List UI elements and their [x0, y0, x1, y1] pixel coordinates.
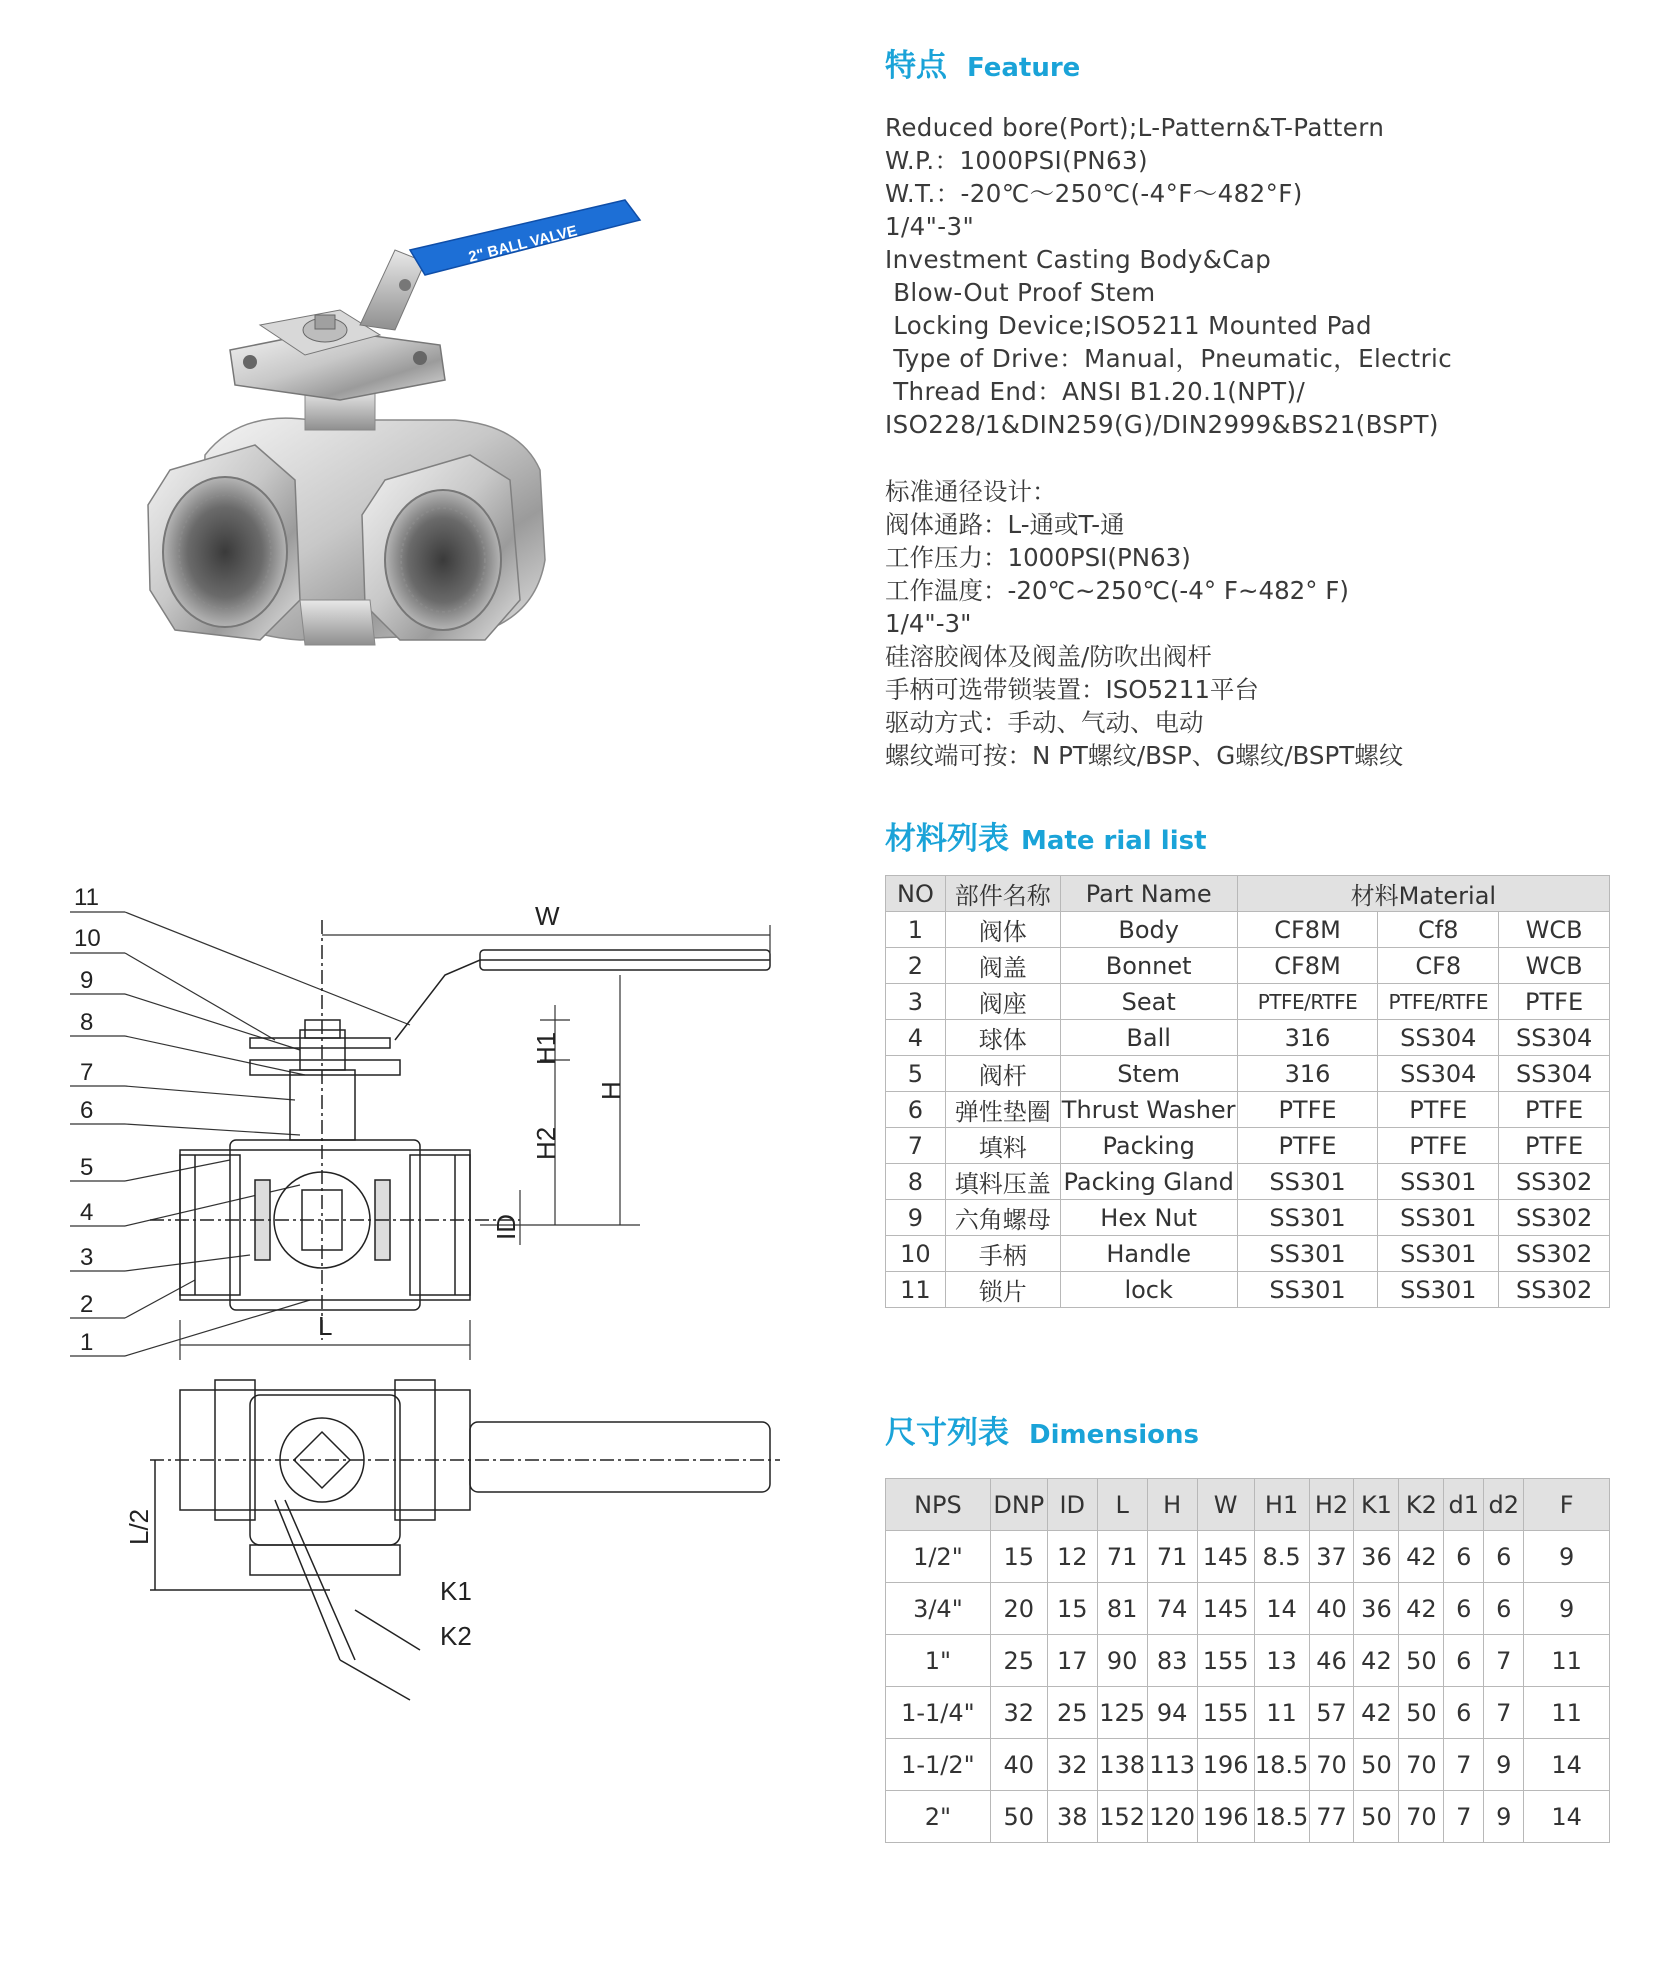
material-cell: Thrust Washer [1060, 1092, 1237, 1128]
material-cell: SS304 [1378, 1020, 1499, 1056]
dimensions-cell: 7 [1484, 1635, 1524, 1687]
feature-line-zh: 螺纹端可按：N PT螺纹/BSP、G螺纹/BSPT螺纹 [885, 741, 1404, 770]
material-header-material: 材料Material [1237, 876, 1609, 912]
material-cell: lock [1060, 1272, 1237, 1308]
material-row [886, 912, 1610, 948]
feature-title-en: Feature [967, 53, 1081, 83]
material-cell: Hex Nut [1060, 1200, 1237, 1236]
material-cell: 锁片 [945, 1272, 1060, 1308]
dimensions-cell: 20 [990, 1583, 1047, 1635]
dimensions-cell: 50 [1399, 1687, 1444, 1739]
feature-line: Type of Drive：Manual，Pneumatic，Electric [885, 344, 1453, 373]
material-cell: PTFE/RTFE [1378, 984, 1499, 1020]
dimensions-header-cell: K2 [1399, 1479, 1444, 1531]
feature-line: W.P.：1000PSI(PN63) [885, 146, 1148, 175]
dimensions-cell: 14 [1524, 1739, 1610, 1791]
material-cell: 手柄 [945, 1236, 1060, 1272]
dimensions-header-cell: d2 [1484, 1479, 1524, 1531]
feature-line-zh: 工作压力：1000PSI(PN63) [885, 543, 1191, 572]
dimensions-cell: 38 [1047, 1791, 1097, 1843]
material-cell: Bonnet [1060, 948, 1237, 984]
material-cell: WCB [1499, 948, 1610, 984]
dimensions-cell: 6 [1444, 1583, 1484, 1635]
dimensions-row [886, 1687, 1610, 1739]
dimensions-cell: 42 [1354, 1687, 1399, 1739]
dimensions-cell: 11 [1524, 1635, 1610, 1687]
feature-line: Reduced bore(Port);L-Pattern&T-Pattern [885, 113, 1385, 142]
dimensions-cell: 145 [1197, 1583, 1254, 1635]
dimensions-title [885, 1407, 1199, 1452]
feature-line: Blow-Out Proof Stem [885, 278, 1156, 307]
material-cell: 阀座 [945, 984, 1060, 1020]
feature-title-zh: 特点 [885, 48, 947, 84]
feature-line-zh: 1/4"-3" [885, 609, 972, 638]
material-cell: SS301 [1237, 1200, 1378, 1236]
material-title-zh: 材料列表 [885, 821, 1009, 857]
material-cell: 填料压盖 [945, 1164, 1060, 1200]
material-row [886, 948, 1610, 984]
material-cell: WCB [1499, 912, 1610, 948]
right-column [885, 40, 1620, 1831]
dimensions-cell: 14 [1254, 1583, 1309, 1635]
dimensions-title-en: Dimensions [1029, 1420, 1199, 1450]
dimensions-cell: 50 [1399, 1635, 1444, 1687]
dimensions-cell: 145 [1197, 1531, 1254, 1583]
material-cell: SS304 [1499, 1056, 1610, 1092]
material-title [885, 813, 1207, 858]
dimensions-header-cell: d1 [1444, 1479, 1484, 1531]
dimensions-cell: 9 [1524, 1583, 1610, 1635]
dimensions-cell: 2" [886, 1791, 991, 1843]
material-cell: 11 [886, 1272, 946, 1308]
feature-title [885, 40, 1620, 85]
dimensions-cell: 13 [1254, 1635, 1309, 1687]
material-cell: PTFE [1499, 984, 1610, 1020]
material-cell: Ball [1060, 1020, 1237, 1056]
dim-k2-label: K2 [440, 1621, 472, 1651]
material-cell: 316 [1237, 1056, 1378, 1092]
dimensions-cell: 15 [990, 1531, 1047, 1583]
dimensions-cell: 17 [1047, 1635, 1097, 1687]
dimensions-cell: 37 [1309, 1531, 1354, 1583]
dimensions-cell: 6 [1444, 1635, 1484, 1687]
dim-h-label: H [596, 1081, 626, 1100]
feature-line: ISO228/1&DIN259(G)/DIN2999&BS21(BSPT) [885, 410, 1439, 439]
material-cell: PTFE [1237, 1092, 1378, 1128]
material-cell: 316 [1237, 1020, 1378, 1056]
material-cell: CF8 [1378, 948, 1499, 984]
callout-5: 5 [80, 1154, 94, 1181]
dimensions-header-cell: DNP [990, 1479, 1047, 1531]
dimensions-title-zh: 尺寸列表 [885, 1415, 1009, 1451]
part-callouts [74, 884, 101, 1356]
feature-line-zh: 手柄可选带锁装置：ISO5211平台 [885, 675, 1259, 704]
material-cell: CF8M [1237, 948, 1378, 984]
dimensions-cell: 155 [1197, 1687, 1254, 1739]
dim-h2-label: H2 [531, 1126, 561, 1160]
feature-line: 1/4"-3" [885, 212, 975, 241]
feature-line-zh: 硅溶胶阀体及阀盖/防吹出阀杆 [885, 642, 1212, 671]
callout-6: 6 [80, 1097, 94, 1124]
material-cell: 6 [886, 1092, 946, 1128]
dimensions-cell: 9 [1524, 1531, 1610, 1583]
dimensions-cell: 42 [1399, 1531, 1444, 1583]
dimensions-header-cell: L [1097, 1479, 1147, 1531]
dimensions-cell: 25 [990, 1635, 1047, 1687]
dimensions-row [886, 1739, 1610, 1791]
material-cell: 9 [886, 1200, 946, 1236]
dimensions-header-cell: H [1147, 1479, 1197, 1531]
top-view [150, 1380, 780, 1700]
dimensions-header-cell: K1 [1354, 1479, 1399, 1531]
dimensions-cell: 7 [1444, 1739, 1484, 1791]
material-cell: SS301 [1237, 1236, 1378, 1272]
dimensions-cell: 18.5 [1254, 1739, 1309, 1791]
dimensions-cell: 42 [1399, 1583, 1444, 1635]
material-row [886, 1236, 1610, 1272]
callout-4: 4 [80, 1199, 94, 1226]
dimensions-cell: 42 [1354, 1635, 1399, 1687]
material-cell: Handle [1060, 1236, 1237, 1272]
dimensions-row [886, 1791, 1610, 1843]
material-cell: SS304 [1378, 1056, 1499, 1092]
callout-11: 11 [74, 884, 99, 911]
material-cell: SS302 [1499, 1272, 1610, 1308]
dimensions-cell: 40 [1309, 1583, 1354, 1635]
dimensions-cell: 113 [1147, 1739, 1197, 1791]
material-cell: SS301 [1378, 1272, 1499, 1308]
handle-grip [410, 200, 640, 275]
dimensions-cell: 74 [1147, 1583, 1197, 1635]
material-cell: PTFE [1237, 1128, 1378, 1164]
dimensions-cell: 50 [1354, 1791, 1399, 1843]
dimensions-table [885, 1478, 1610, 1843]
feature-line: W.T.：-20℃～250℃(-4°F～482°F) [885, 179, 1303, 208]
feature-line-zh: 阀体通路：L-通或T-通 [885, 510, 1125, 539]
material-cell: SS301 [1378, 1236, 1499, 1272]
material-cell: 六角螺母 [945, 1200, 1060, 1236]
material-cell: PTFE [1499, 1128, 1610, 1164]
dimensions-cell: 7 [1484, 1687, 1524, 1739]
dimensions-cell: 11 [1254, 1687, 1309, 1739]
material-cell: CF8M [1237, 912, 1378, 948]
dim-k1-label: K1 [440, 1576, 472, 1606]
material-cell: PTFE [1378, 1092, 1499, 1128]
feature-list-zh [885, 475, 1620, 772]
material-cell: SS301 [1378, 1164, 1499, 1200]
callout-3: 3 [80, 1244, 94, 1271]
material-cell: SS301 [1237, 1272, 1378, 1308]
material-cell: 2 [886, 948, 946, 984]
dimensions-cell: 8.5 [1254, 1531, 1309, 1583]
material-header-part-zh: 部件名称 [945, 876, 1060, 912]
dimensions-header-cell: F [1524, 1479, 1610, 1531]
dimensions-cell: 18.5 [1254, 1791, 1309, 1843]
dim-h1-label: H1 [531, 1031, 561, 1065]
feature-line: Locking Device;ISO5211 Mounted Pad [885, 311, 1373, 340]
callout-9: 9 [80, 967, 94, 994]
dimensions-cell: 1-1/4" [886, 1687, 991, 1739]
material-row [886, 1164, 1610, 1200]
dimensions-cell: 36 [1354, 1531, 1399, 1583]
dimensions-cell: 40 [990, 1739, 1047, 1791]
dimensions-header-cell: W [1197, 1479, 1254, 1531]
material-header-no: NO [886, 876, 946, 912]
cross-section-drawing [0, 780, 870, 1980]
dim-l2-label: L/2 [124, 1508, 154, 1545]
feature-line-zh: 驱动方式：手动、气动、电动 [885, 708, 1204, 737]
dimensions-header-cell: H2 [1309, 1479, 1354, 1531]
dimensions-cell: 15 [1047, 1583, 1097, 1635]
callout-10: 10 [74, 925, 101, 952]
dimensions-row [886, 1583, 1610, 1635]
feature-line: Thread End：ANSI B1.20.1(NPT)/ [885, 377, 1306, 406]
dimensions-cell: 71 [1097, 1531, 1147, 1583]
dimensions-cell: 70 [1309, 1739, 1354, 1791]
callout-1: 1 [80, 1329, 94, 1356]
material-cell: SS301 [1378, 1200, 1499, 1236]
material-cell: PTFE [1378, 1128, 1499, 1164]
material-cell: Packing Gland [1060, 1164, 1237, 1200]
material-row [886, 1200, 1610, 1236]
dimensions-cell: 94 [1147, 1687, 1197, 1739]
dimensions-cell: 6 [1484, 1531, 1524, 1583]
material-row [886, 1020, 1610, 1056]
dimensions-cell: 7 [1444, 1791, 1484, 1843]
material-cell: Packing [1060, 1128, 1237, 1164]
dimensions-cell: 83 [1147, 1635, 1197, 1687]
dimensions-cell: 12 [1047, 1531, 1097, 1583]
dimensions-cell: 70 [1399, 1739, 1444, 1791]
dimensions-cell: 57 [1309, 1687, 1354, 1739]
dimensions-cell: 36 [1354, 1583, 1399, 1635]
material-cell: SS304 [1499, 1020, 1610, 1056]
dimensions-cell: 1" [886, 1635, 991, 1687]
dimensions-cell: 155 [1197, 1635, 1254, 1687]
dimensions-cell: 77 [1309, 1791, 1354, 1843]
material-cell: 球体 [945, 1020, 1060, 1056]
material-cell: 8 [886, 1164, 946, 1200]
dimensions-cell: 196 [1197, 1791, 1254, 1843]
feature-line-zh: 工作温度：-20℃~250℃(-4° F~482° F) [885, 576, 1349, 605]
material-cell: 10 [886, 1236, 946, 1272]
dimensions-cell: 6 [1444, 1531, 1484, 1583]
feature-list-en [885, 111, 1620, 441]
material-cell: PTFE/RTFE [1237, 984, 1378, 1020]
feature-line: Investment Casting Body&Cap [885, 245, 1272, 274]
dimensions-header-row [886, 1479, 1610, 1531]
material-cell: Seat [1060, 984, 1237, 1020]
dimensions-header-cell: ID [1047, 1479, 1097, 1531]
callout-2: 2 [80, 1291, 94, 1318]
material-cell: 阀杆 [945, 1056, 1060, 1092]
material-cell: 阀体 [945, 912, 1060, 948]
material-row [886, 1128, 1610, 1164]
dimensions-cell: 25 [1047, 1687, 1097, 1739]
material-table [885, 875, 1610, 1308]
dimensions-cell: 152 [1097, 1791, 1147, 1843]
dimensions-header-cell: H1 [1254, 1479, 1309, 1531]
dimensions-cell: 1-1/2" [886, 1739, 991, 1791]
dimensions-header-cell: NPS [886, 1479, 991, 1531]
material-row [886, 1056, 1610, 1092]
dimensions-cell: 46 [1309, 1635, 1354, 1687]
dimensions-row [886, 1531, 1610, 1583]
dimensions-cell: 138 [1097, 1739, 1147, 1791]
material-cell: Stem [1060, 1056, 1237, 1092]
dimensions-cell: 9 [1484, 1739, 1524, 1791]
material-cell: 弹性垫圈 [945, 1092, 1060, 1128]
material-cell: PTFE [1499, 1092, 1610, 1128]
material-cell: Cf8 [1378, 912, 1499, 948]
material-row [886, 984, 1610, 1020]
dimensions-cell: 90 [1097, 1635, 1147, 1687]
dimensions-cell: 6 [1444, 1687, 1484, 1739]
dimensions-cell: 32 [1047, 1739, 1097, 1791]
material-cell: SS302 [1499, 1236, 1610, 1272]
dimensions-cell: 3/4" [886, 1583, 991, 1635]
material-cell: 1 [886, 912, 946, 948]
dimensions-cell: 32 [990, 1687, 1047, 1739]
dimensions-cell: 50 [1354, 1739, 1399, 1791]
ball-valve-photo [0, 0, 870, 720]
callout-8: 8 [80, 1009, 94, 1036]
svg-text:2" BALL VALVE: 2" BALL VALVE [466, 222, 579, 266]
dimensions-row [886, 1635, 1610, 1687]
feature-line-zh: 标准通径设计： [885, 477, 1057, 506]
material-cell: SS302 [1499, 1200, 1610, 1236]
dimensions-cell: 6 [1484, 1583, 1524, 1635]
dim-id-label: ID [491, 1214, 521, 1240]
dimensions-cell: 50 [990, 1791, 1047, 1843]
material-row [886, 1272, 1610, 1308]
material-cell: 阀盖 [945, 948, 1060, 984]
dimensions-cell: 71 [1147, 1531, 1197, 1583]
dimensions-cell: 196 [1197, 1739, 1254, 1791]
dimensions-cell: 125 [1097, 1687, 1147, 1739]
material-cell: SS302 [1499, 1164, 1610, 1200]
dimensions-cell: 70 [1399, 1791, 1444, 1843]
material-header-row [886, 876, 1610, 912]
material-cell: 5 [886, 1056, 946, 1092]
dim-l-label: L [318, 1311, 333, 1341]
material-cell: 填料 [945, 1128, 1060, 1164]
material-cell: 4 [886, 1020, 946, 1056]
material-cell: SS301 [1237, 1164, 1378, 1200]
material-row [886, 1092, 1610, 1128]
dimensions-cell: 1/2" [886, 1531, 991, 1583]
material-cell: 3 [886, 984, 946, 1020]
dimensions-cell: 9 [1484, 1791, 1524, 1843]
material-cell: 7 [886, 1128, 946, 1164]
dimensions-cell: 11 [1524, 1687, 1610, 1739]
dimensions-cell: 81 [1097, 1583, 1147, 1635]
callout-7: 7 [80, 1059, 94, 1086]
dimensions-cell: 14 [1524, 1791, 1610, 1843]
dimensions-cell: 120 [1147, 1791, 1197, 1843]
left-column [0, 0, 870, 1880]
material-title-en: Mate rial list [1021, 826, 1207, 856]
material-cell: Body [1060, 912, 1237, 948]
dim-w-label: W [535, 901, 560, 931]
material-header-part-name: Part Name [1060, 876, 1237, 912]
